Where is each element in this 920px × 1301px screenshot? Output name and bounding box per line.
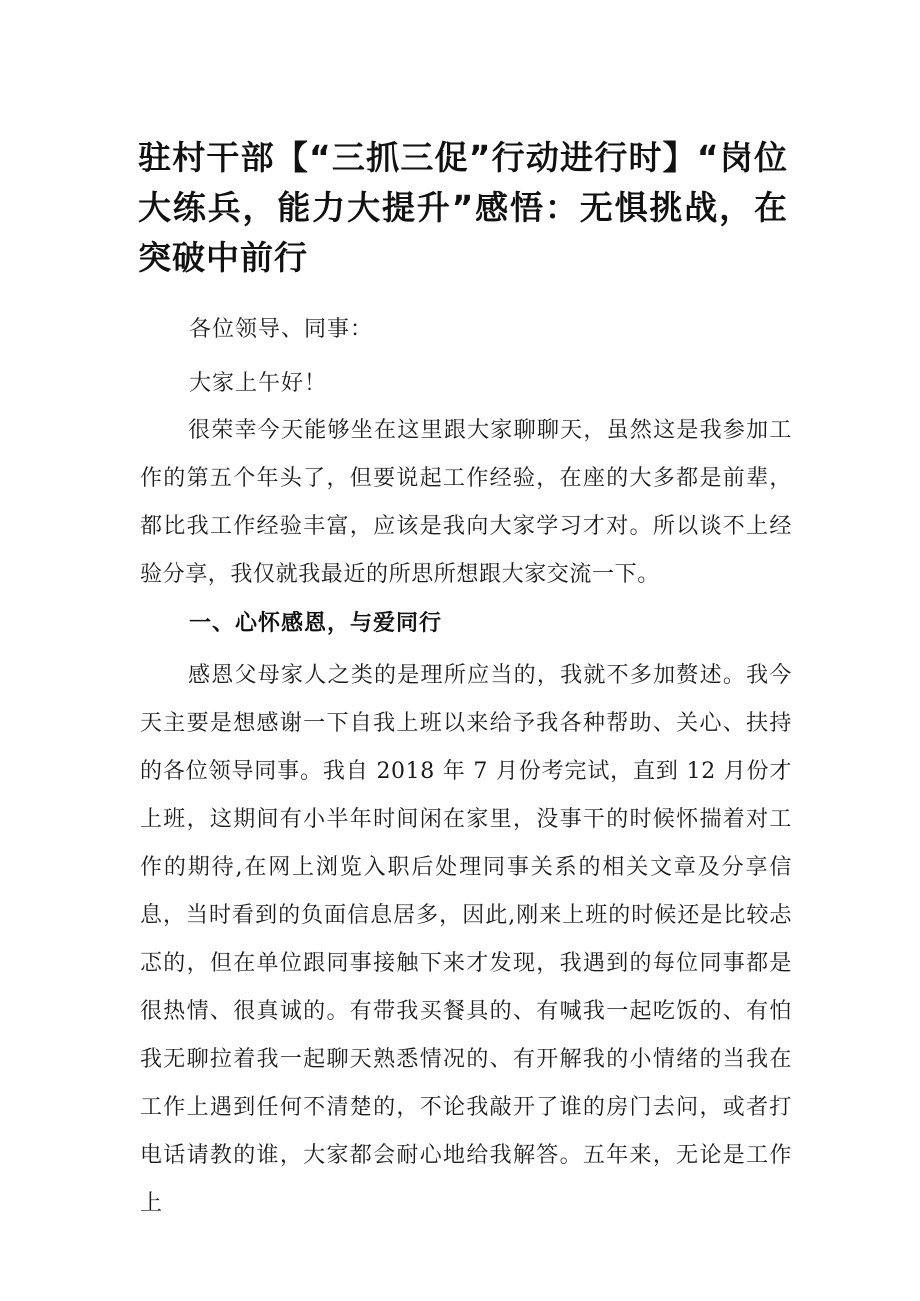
greeting: 大家上午好！ — [189, 371, 328, 396]
section-heading: 一、心怀感恩，与爱同行 — [189, 611, 443, 636]
section-paragraph: 感恩父母家人之类的是理所应当的，我就不多加赘述。我今天主要是想感谢一下自我上班以来给予我各种帮助、关心、扶持的各位领导同事。我自 2018 年 7 月份考完试，直到 12 月份才上班，这期间有小半年时间闲在家里，没事干的时候怀揣着对工作的期待,在网上浏览入职后处理同事关系的相关文章及分享信息，当时看到的负面信息居多，因此,刚来上班的时候还是比较忐忑的，但在单位跟同事接触下来才发现，我遇到的每位同事都是很热情、很真诚的。有带我买餐具的、有喊我一起吃饭的、有怕我无聊拉着我一起聊天熟悉情况的、有开解我的小情绪的当我在工作上遇到任何不清楚的，不论我敲开了谁的房门去问，或者打电话请教的谁，大家都会耐心地给我解答。五年来，无论是工作上 — [140, 663, 792, 1216]
intro-paragraph: 很荣幸今天能够坐在这里跟大家聊聊天，虽然这是我参加工作的第五个年头了，但要说起工作经验，在座的大多都是前辈，都比我工作经验丰富，应该是我向大家学习才对。所以谈不上经验分享，我仅就我最近的所思所想跟大家交流一下。 — [140, 418, 792, 587]
document-title: 驻村干部【“三抓三促”行动进行时】“岗位大练兵，能力大提升”感悟：无惧挑战，在突破中前行 — [138, 138, 788, 277]
salutation: 各位领导、同事： — [189, 317, 374, 342]
